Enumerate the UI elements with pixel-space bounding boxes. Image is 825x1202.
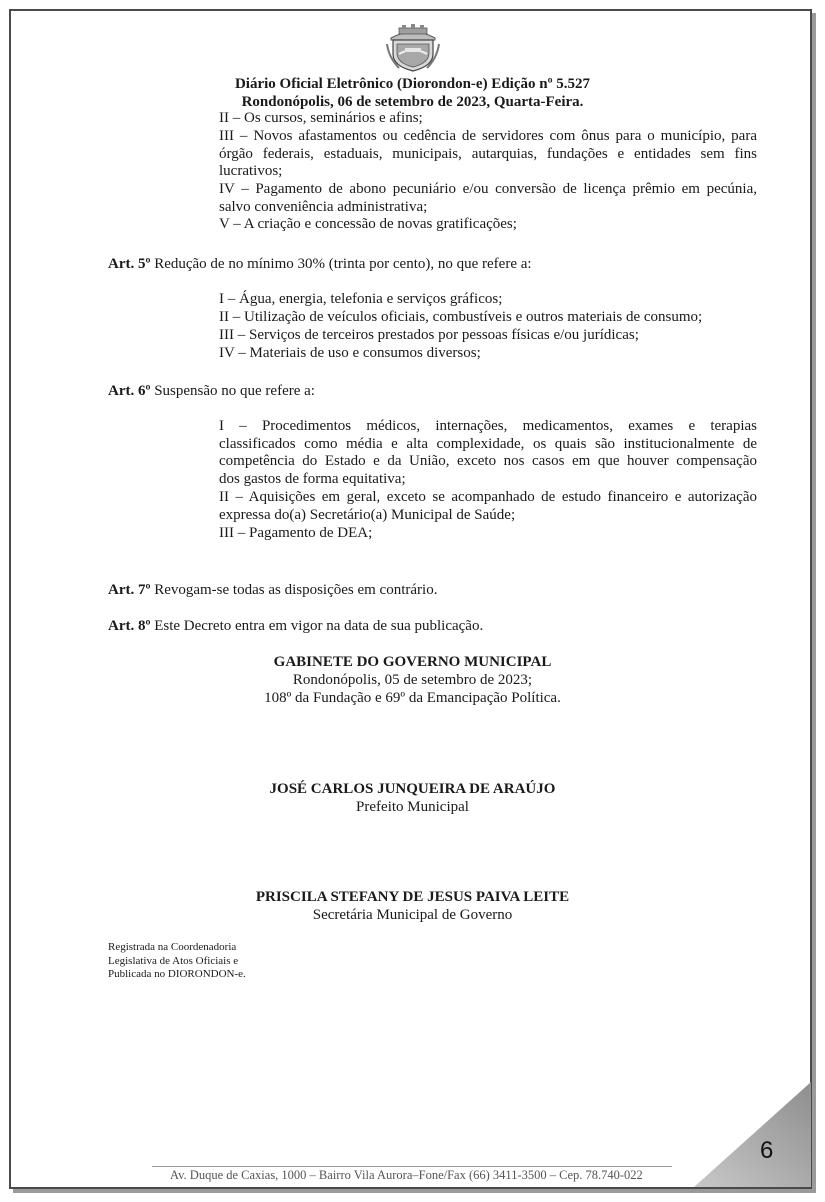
list-item-paragraph bbox=[219, 128, 757, 181]
list-item: V – A criação e concessão de novas gratificações; bbox=[219, 216, 517, 232]
list-item-line: III – Novos afastamentos ou cedência de servidores com ônus para o município, para bbox=[219, 128, 757, 144]
list-item: IV – Materiais de uso e consumos diversos; bbox=[219, 345, 481, 361]
list-item-line: salvo conveniência administrativa; bbox=[219, 198, 428, 215]
list-item-line: II – Aquisições em geral, exceto se acompanhado de estudo financeiro e autorização bbox=[219, 489, 757, 505]
list-item-line: expressa do(a) Secretário(a) Municipal de Saúde; bbox=[219, 506, 516, 523]
gazette-date-line: Rondonópolis, 06 de setembro de 2023, Quarta-Feira. bbox=[241, 94, 584, 110]
list-item-line: IV – Pagamento de abono pecuniário e/ou conversão de licença prêmio em pecúnia, bbox=[219, 181, 757, 197]
list-item-line: competência do Estado e da União, exceto nos casos em que houver compensação bbox=[219, 453, 757, 470]
article-6 bbox=[108, 383, 315, 401]
article-label: Art. 6º bbox=[108, 383, 151, 399]
gazette-title: Diário Oficial Eletrônico (Diorondon-e) Edição nº 5.527 bbox=[234, 76, 591, 92]
list-item-paragraph bbox=[219, 418, 757, 488]
article-text: Suspensão no que refere a: bbox=[150, 383, 315, 399]
article-text: Redução de no mínimo 30% (trinta por cento), no que refere a: bbox=[150, 256, 532, 272]
article-text: Revogam-se todas as disposições em contrário. bbox=[150, 582, 438, 598]
list-item-line: dos gastos de forma equitativa; bbox=[219, 470, 406, 487]
list-item: II – Os cursos, seminários e afins; bbox=[219, 110, 423, 126]
signatory-name: JOSÉ CARLOS JUNQUEIRA DE ARAÚJO bbox=[269, 781, 556, 797]
list-item: I – Água, energia, telefonia e serviços gráficos; bbox=[219, 291, 503, 307]
article-label: Art. 7º bbox=[108, 582, 151, 598]
list-item-paragraph bbox=[219, 181, 757, 216]
article-5 bbox=[108, 256, 532, 274]
article-text: Este Decreto entra em vigor na data de sua publicação. bbox=[150, 618, 484, 634]
list-item: III – Pagamento de DEA; bbox=[219, 525, 373, 541]
registration-note bbox=[108, 941, 246, 982]
list-item-line: I – Procedimentos médicos, internações, medicamentos, exames e terapias bbox=[219, 418, 757, 434]
page-corner-decoration bbox=[694, 1082, 811, 1187]
registration-note-line: Legislativa de Atos Oficiais e bbox=[108, 954, 239, 967]
signatory-role: Prefeito Municipal bbox=[356, 799, 469, 815]
list-item-line: órgão federais, estaduais, municipais, autarquias, fundações e entidades sem fins bbox=[219, 145, 757, 162]
article-7 bbox=[108, 582, 437, 600]
article-label: Art. 5º bbox=[108, 256, 151, 272]
article-label: Art. 8º bbox=[108, 618, 151, 634]
signatory-name: PRISCILA STEFANY DE JESUS PAIVA LEITE bbox=[255, 889, 570, 905]
list-item-line: classificados como média e alta complexidade, os quais são institucionalmente de bbox=[219, 435, 757, 452]
footer-address: Av. Duque de Caxias, 1000 – Bairro Vila Aurora–Fone/Fax (66) 3411-3500 – Cep. 78.740-022 bbox=[170, 1168, 643, 1182]
list-item: II – Utilização de veículos oficiais, combustíveis e outros materiais de consumo; bbox=[219, 309, 703, 325]
place-date: Rondonópolis, 05 de setembro de 2023; bbox=[292, 672, 533, 688]
registration-note-line: Registrada na Coordenadoria bbox=[108, 941, 237, 953]
footer-divider bbox=[152, 1166, 672, 1167]
list-item-paragraph bbox=[219, 489, 757, 524]
list-item-line: lucrativos; bbox=[219, 163, 283, 180]
article-8 bbox=[108, 618, 483, 636]
registration-note-line: Publicada no DIORONDON-e. bbox=[108, 968, 246, 980]
list-item: III – Serviços de terceiros prestados por pessoas físicas e/ou jurídicas; bbox=[219, 327, 639, 343]
office-heading: GABINETE DO GOVERNO MUNICIPAL bbox=[273, 654, 552, 670]
page-number: 6 bbox=[760, 1137, 774, 1164]
anniversary-line: 108º da Fundação e 69º da Emancipação Política. bbox=[264, 690, 561, 706]
signatory-role: Secretária Municipal de Governo bbox=[312, 907, 513, 923]
municipal-coat-of-arms-icon bbox=[385, 24, 441, 72]
